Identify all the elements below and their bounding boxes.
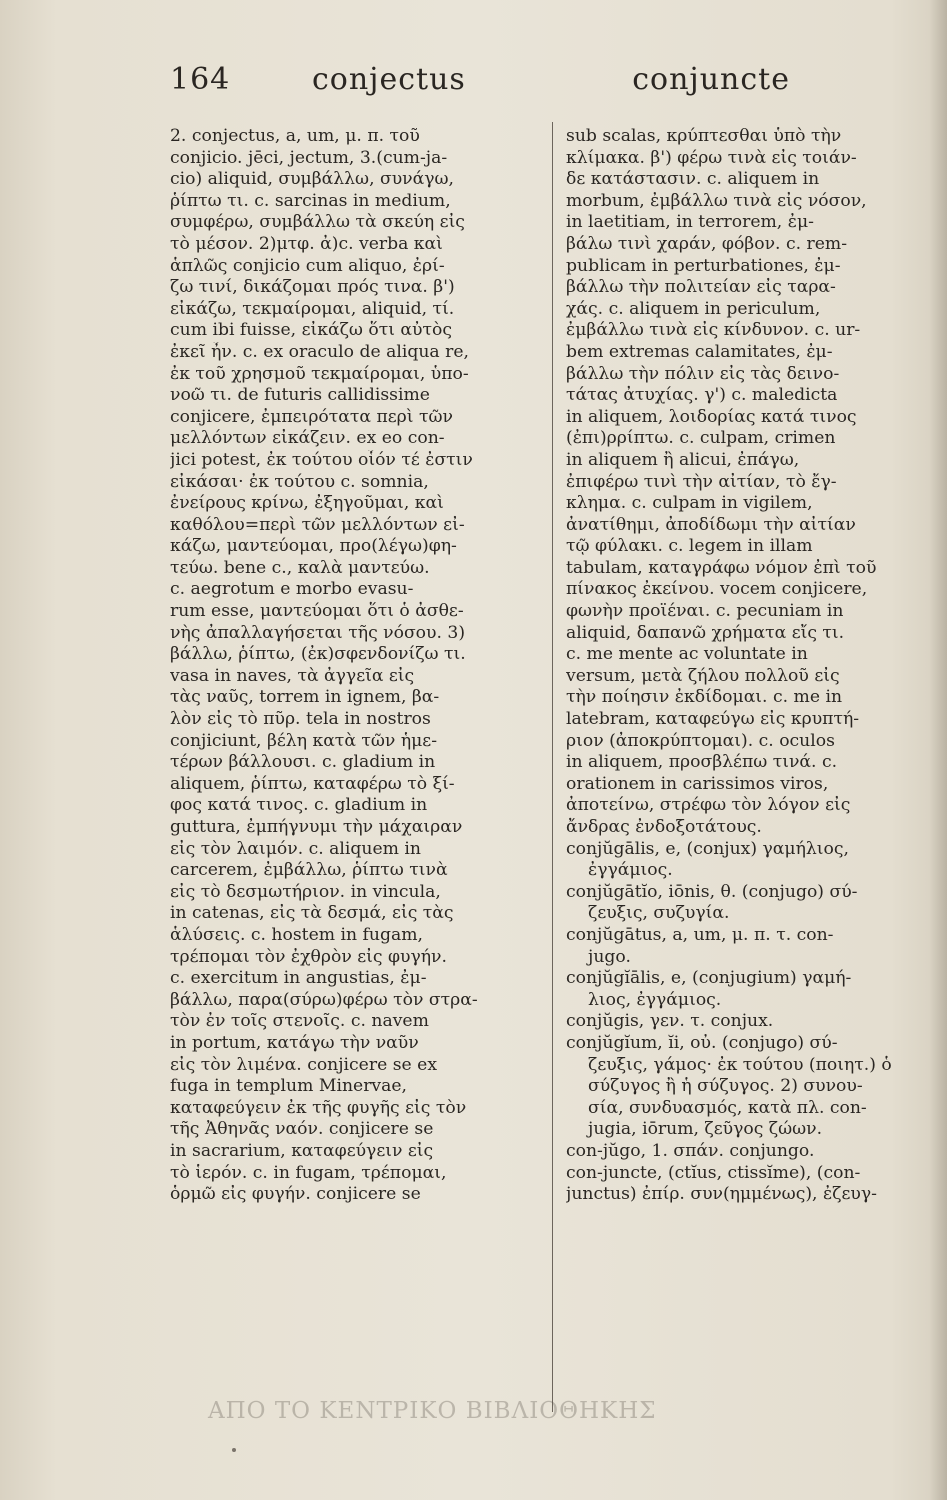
text-line: ἐγγάμιος. [588, 860, 673, 881]
right-guideword: conjuncte [632, 62, 790, 97]
text-line: con-jŭgo, 1. σπάν. conjungo. [566, 1140, 815, 1161]
text-line: ζευξις, συζυγία. [588, 903, 730, 924]
text-line: τρέπομαι τὸν ἐχθρὸν εἰς φυγήν. [170, 946, 447, 967]
text-line: rum esse, μαντεύομαι ὅτι ὁ ἀσθε- [170, 601, 464, 622]
text-line: conjicio. jēci, jectum, 3.(cum-ja- [170, 147, 448, 168]
text-line: aliquem, ῥίπτω, καταφέρω τὸ ξί- [170, 773, 455, 794]
text-line: in aliquem, λοιδορίας κατά τινος [566, 406, 857, 427]
text-line: cum ibi fuisse, εἰκάζω ὅτι αὐτὸς [170, 320, 452, 341]
text-line: πίνακος ἐκείνου. vocem conjicere, [566, 579, 868, 600]
text-line: ἀποτείνω, στρέφω τὸν λόγον εἰς [566, 795, 851, 816]
text-line: sub scalas, κρύπτεσθαι ὑπὸ τὴν [566, 126, 842, 146]
text-line: ζευξις, γάμος· ἐκ τούτου (ποιητ.) ὁ [588, 1054, 892, 1075]
text-line: τὸ μέσον. 2)μτφ. ἀ)c. verba καὶ [170, 233, 443, 254]
text-line: vasa in naves, τὰ ἀγγεῖα εἰς [170, 665, 415, 686]
text-line: μελλόντων εἰκάζειν. ex eo con- [170, 428, 445, 449]
text-line: τὸ ἱερόν. c. in fugam, τρέπομαι, [170, 1162, 447, 1183]
text-line: aliquid, δαπανῶ χρήματα εἴς τι. [566, 622, 845, 643]
text-line: conjiciunt, βέλη κατὰ τῶν ἡμε- [170, 730, 438, 751]
text-line: in sacrarium, καταφεύγειν εἰς [170, 1140, 434, 1161]
text-line: in aliquem ἢ alicui, ἐπάγω, [566, 449, 800, 470]
text-line: in laetitiam, in terrorem, ἐμ- [566, 212, 814, 233]
page-number: 164 [170, 62, 231, 97]
text-line: fuga in templum Minervae, [170, 1076, 408, 1097]
text-line: ἐκεῖ ἦν. c. ex oraculo de aliqua re, [170, 341, 469, 362]
text-line: ἀνατίθημι, ἀποδίδωμι τὴν αἰτίαν [566, 514, 856, 535]
text-line: conjŭgātus, a, um, μ. π. τ. con- [566, 924, 834, 945]
text-line: εἰκάσαι· ἐκ τούτου c. somnia, [170, 471, 429, 492]
text-line: σία, συνδυασμός, κατὰ πλ. con- [588, 1097, 867, 1118]
text-line: conjŭgālis, e, (conjux) γαμήλιος, [566, 838, 849, 859]
text-line: ὁρμῶ εἰς φυγήν. conjicere se [170, 1184, 421, 1205]
text-line: morbum, ἐμβάλλω τινὰ εἰς νόσον, [566, 190, 867, 211]
text-line: in portum, κατάγω τὴν ναῦν [170, 1032, 419, 1053]
text-line: λιος, ἐγγάμιος. [588, 989, 722, 1010]
text-line: junctus) ἐπίρ. συν(ημμένως), ἐζευγ- [566, 1184, 877, 1205]
text-line: τὸν ἐν τοῖς στενοῖς. c. navem [170, 1011, 429, 1032]
text-line: c. aegrotum e morbo evasu- [170, 579, 414, 600]
text-line: in aliquem, προσβλέπω τινά. c. [566, 752, 838, 773]
text-line: c. me mente ac voluntate in [566, 644, 808, 665]
text-line: συμφέρω, συμβάλλω τὰ σκεύη εἰς [170, 212, 465, 233]
page-header [170, 62, 790, 110]
text-line: χάς. c. aliquem in periculum, [566, 298, 821, 319]
text-line: jugo. [588, 946, 631, 967]
text-line: c. exercitum in angustias, ἐμ- [170, 968, 427, 989]
text-line: λὸν εἰς τὸ πῦρ. tela in nostros [170, 709, 431, 730]
text-line: εἰς τὸν λαιμόν. c. aliquem in [170, 838, 421, 859]
text-line: νὴς ἀπαλλαγήσεται τῆς νόσου. 3) [170, 622, 466, 643]
text-line: jici potest, ἐκ τούτου οἷόν τέ ἐστιν [170, 449, 473, 470]
text-line: τὴν ποίησιν ἐκδίδομαι. c. me in [566, 687, 843, 708]
text-line: βάλω τινὶ χαράν, φόβον. c. rem- [566, 233, 848, 254]
text-line: εἰς τὸ δεσμωτήριον. in vincula, [170, 881, 441, 902]
text-line: βάλλω, ῥίπτω, (ἐκ)σφενδονίζω τι. [170, 644, 466, 665]
text-line: νοῶ τι. de futuris callidissime [170, 385, 430, 406]
text-line: ἁλύσεις. c. hostem in fugam, [170, 924, 423, 945]
text-line: ἐπιφέρω τινὶ τὴν αἰτίαν, τὸ ἔγ- [566, 471, 837, 492]
text-line: con-juncte, (ctĭus, ctissĭme), (con- [566, 1162, 861, 1183]
text-line: κλίμακα. β') φέρω τινὰ εἰς τοιάν- [566, 147, 857, 168]
text-line: ἐμβάλλω τινὰ εἰς κίνδυνον. c. ur- [566, 320, 861, 341]
column-divider [552, 122, 553, 1412]
text-line: σύζυγος ἢ ἡ σύζυγος. 2) συνου- [588, 1076, 863, 1097]
text-line: καταφεύγειν ἐκ τῆς φυγῆς εἰς τὸν [170, 1097, 467, 1118]
text-line: orationem in carissimos viros, [566, 773, 829, 794]
text-line: conjicere, ἐμπειρότατα περὶ τῶν [170, 406, 453, 427]
text-line: φωνὴν προϊέναι. c. pecuniam in [566, 601, 844, 622]
text-line: ζω τινί, δικάζομαι πρός τινα. β') [170, 277, 455, 298]
footer-watermark: ΑΠΟ ΤΟ ΚΕΝΤΡΙΚΟ ΒΙΒΛΙΟΘΗΚΗΣ [208, 1398, 657, 1424]
text-line: τάτας ἀτυχίας. γ') c. maledicta [566, 385, 838, 406]
text-line: τῆς Ἀθηνᾶς ναόν. conjicere se [170, 1119, 434, 1140]
text-line: tabulam, καταγράφω νόμον ἐπὶ τοῦ [566, 557, 877, 578]
right-column [566, 126, 908, 1206]
text-line: βάλλω, παρα(σύρω)φέρω τὸν στρα- [170, 989, 478, 1010]
left-column [170, 126, 538, 1206]
text-line: κλημα. c. culpam in vigilem, [566, 493, 813, 514]
text-line: bem extremas calamitates, ἐμ- [566, 341, 833, 362]
text-line: τέρων βάλλουσι. c. gladium in [170, 752, 436, 773]
text-line: jugia, iōrum, ζεῦγος ζώων. [588, 1119, 823, 1140]
text-line: in catenas, εἰς τὰ δεσμά, εἰς τὰς [170, 903, 454, 924]
text-line: publicam in perturbationes, ἐμ- [566, 255, 841, 276]
text-line: ἁπλῶς conjicio cum aliquo, ἐρί- [170, 255, 445, 276]
text-line: ῥίπτω τι. c. sarcinas in medium, [170, 190, 451, 211]
text-line: δε κατάστασιν. c. aliquem in [566, 169, 820, 190]
text-line: ἐκ τοῦ χρησμοῦ τεκμαίρομαι, ὑπο- [170, 363, 469, 384]
text-line: conjŭgātĭo, iōnis, θ. (conjugo) σύ- [566, 881, 858, 902]
text-line: καθόλου=περὶ τῶν μελλόντων εἰ- [170, 514, 465, 535]
text-line: εἰκάζω, τεκμαίρομαι, aliquid, τί. [170, 298, 455, 319]
text-line: cio) aliquid, συμβάλλω, συνάγω, [170, 169, 454, 190]
text-line: ριον (ἀποκρύπτομαι). c. oculos [566, 730, 835, 751]
text-line: ἄνδρας ἐνδοξοτάτους. [566, 817, 762, 837]
text-line: (ἐπι)ρρίπτω. c. culpam, crimen [566, 428, 836, 449]
text-line: conjŭgĭum, ĭi, οὐ. (conjugo) σύ- [566, 1032, 838, 1053]
page-edge-shadow [929, 0, 947, 1500]
text-line: τὰς ναῦς, torrem in ignem, βα- [170, 687, 440, 708]
text-line: τῷ φύλακι. c. legem in illam [566, 536, 813, 557]
text-line: εἰς τὸν λιμένα. conjicere se ex [170, 1054, 438, 1075]
text-line: versum, μετὰ ζήλου πολλοῦ εἰς [566, 665, 840, 686]
text-line: βάλλω τὴν πόλιν εἰς τὰς δεινο- [566, 363, 840, 384]
text-line: conjŭgĭālis, e, (conjugium) γαμή- [566, 968, 852, 989]
text-line: 2. conjectus, a, um, μ. π. τοῦ [170, 126, 420, 146]
text-line: ἐνείρους κρίνω, ἐξηγοῦμαι, καὶ [170, 493, 444, 514]
left-guideword: conjectus [312, 62, 466, 97]
text-line: conjŭgis, γεν. τ. conjux. [566, 1011, 774, 1032]
text-line: κάζω, μαντεύομαι, προ(λέγω)φη- [170, 536, 457, 557]
text-line: βάλλω τὴν πολιτείαν εἰς ταρα- [566, 277, 836, 298]
ink-speck [232, 1448, 236, 1452]
text-line: carcerem, ἐμβάλλω, ῥίπτω τινὰ [170, 860, 448, 881]
text-line: latebram, καταφεύγω εἰς κρυπτή- [566, 709, 860, 730]
text-line: τεύω. bene c., καλὰ μαντεύω. [170, 557, 430, 578]
text-line: φος κατά τινος. c. gladium in [170, 795, 428, 816]
text-line: guttura, ἐμπήγνυμι τὴν μάχαιραν [170, 817, 463, 837]
